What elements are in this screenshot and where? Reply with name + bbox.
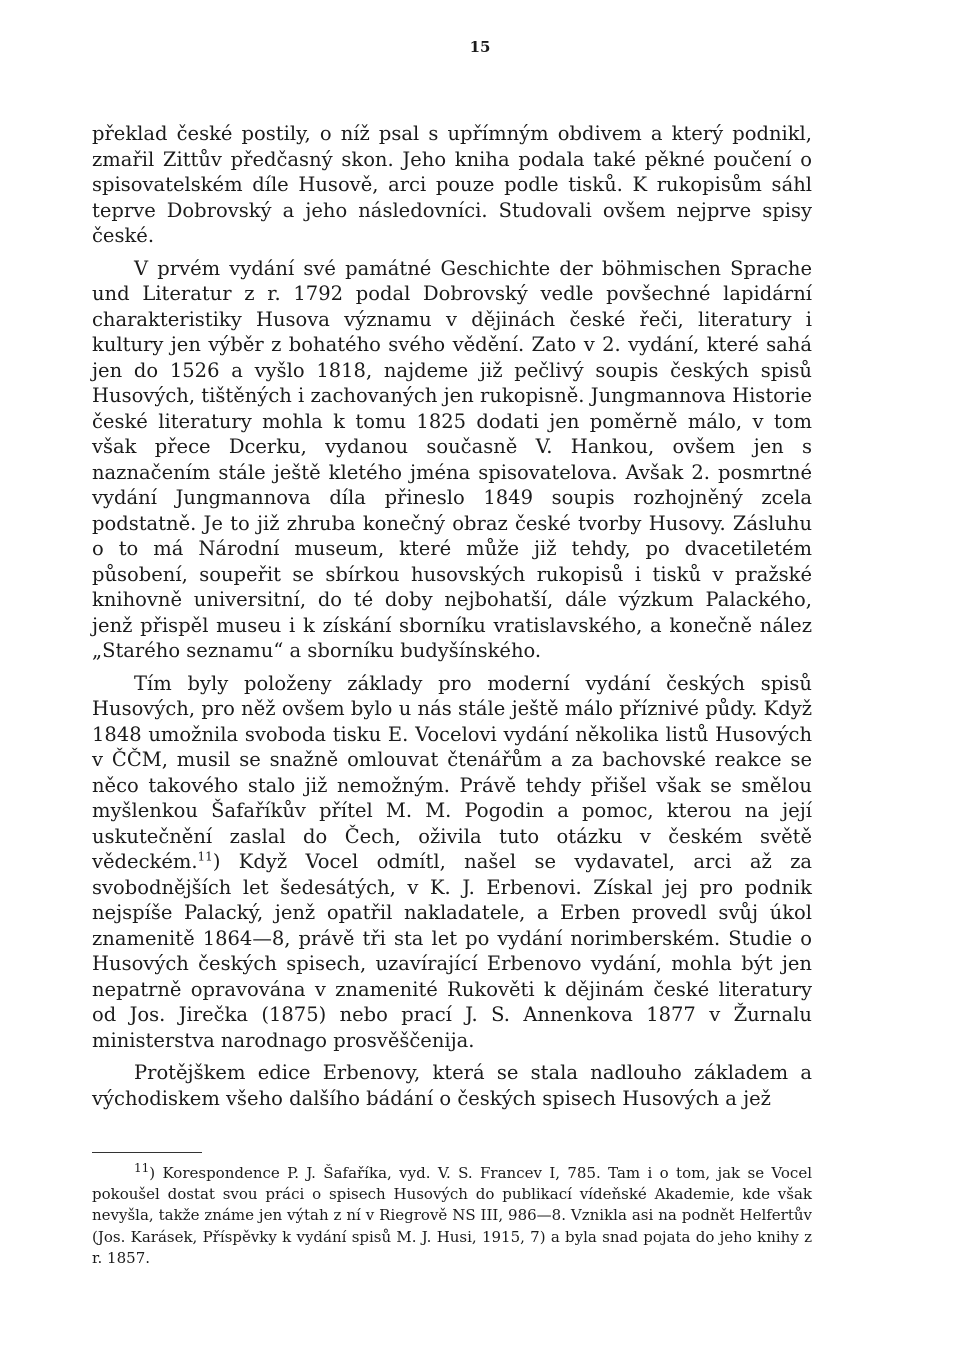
footnotes: [92, 1163, 812, 1269]
paragraph-1: překlad české postily, o níž psal s upřímným obdivem a který podnikl, zmařil Zittův předčasný skon. Jeho kniha podala také pěkné poučení o spisovatelském díle Husově, arci pouze podle tisků. K rukopisům sáhl teprve Dobrovský a jeho následovníci. Studovali ovšem nejprve spisy české.: [92, 122, 812, 247]
main-text: [92, 121, 812, 1111]
footnote-text: ) Korespondence P. J. Šafaříka, vyd. V. S. Francev I, 785. Tam i o tom, jak se Vocel pokoušel dostat svou práci o spisech Husových do publikací vídeňské Akademie, kde však nevyšla, takže známe jen výtah z ní v Riegrově NS III, 986—8. Vznikla asi na podnět Helfertův (Jos. Karásek, Příspěvky k vydání spisů M. J. Husi, 1915, 7) a byla snad pojata do jeho knihy z r. 1857.: [92, 1164, 812, 1267]
footnote-mark: 11: [134, 1161, 150, 1175]
paragraph-4: Protějškem edice Erbenovy, která se stala nadlouho základem a východiskem všeho dalšího bádání o českých spisech Husových a jež: [92, 1061, 812, 1110]
footnote-separator: [92, 1152, 202, 1153]
paragraph-2: V prvém vydání své památné Geschichte der böhmischen Sprache und Literatur z r. 1792 podal Dobrovský vedle povšechné lapidární charakteristiky Husova významu v dějinách české řeči, literatury i kultury jen výběr z bohatého svého vědění. Zato v 2. vydání, které sahá jen do 1526 a vyšlo 1818, najdeme již pečlivý soupis českých spisů Husových, tištěných i zachovaných jen rukopisně. Jungmannova Historie české literatury mohla k tomu 1825 dodati jen poměrně málo, v tom však přece Dcerku, vydanou současně V. Hankou, ovšem jen s naznačením stále ještě kletého jména spisovatelova. Avšak 2. posmrtné vydání Jungmannova díla přineslo 1849 soupis rozhojněný zcela podstatně. Je to již zhruba konečný obraz české tvorby Husovy. Zásluhu o to má Národní museum, které může již tehdy, po dvacetiletém působení, soupeřit se sbírkou husovských rukopisů i tisků v pražské knihovně universitní, do té doby nejbohatší, dále výzkum Palackého, jenž přispěl museu i k získání sborníku vratislavského, a konečně nález „Starého seznamu“ a sborníku budyšínského.: [92, 256, 812, 662]
paragraph-3-part-2: ) Když Vocel odmítl, našel se vydavatel, arci až za svobodnějších let šedesátých, v K. J. Erbenovi. Získal jej pro podnik nejspíše Palacký, jenž opatřil nakladatele, a Erben provedl svůj úkol znamenitě 1864—8, právě tři sta let po vydání norimberském. Studie o Husových českých spisech, uzavírající Erbenovo vydání, mohla být jen nepatrně opravována v znamenité Rukověti k dějinám české literatury od Jos. Jirečka (1875) nebo prací J. S. Annenkova 1877 v Žurnalu ministerstva narodnago prosvěščenija.: [92, 850, 812, 1052]
page-number: 15: [469, 38, 491, 56]
footnote-reference-11: 11: [197, 849, 213, 864]
footnote-11: [92, 1163, 812, 1269]
paragraph-3: [92, 671, 812, 1054]
paragraph-3-part-1: Tím byly položeny základy pro moderní vydání českých spisů Husových, pro něž ovšem bylo u nás stále ještě málo příznivé půdy. Když 1848 umožnila svoboda tisku E. Vocelovi vydání několika listů Husových v ČČM, musil se snažně omlouvat čtenářům a za bachovské reakce se něco takového stalo již nemožným. Právě tehdy přišel však se smělou myšlenkou Šafaříkův přítel M. M. Pogodin a pomoc, kterou na její uskutečnění zaslal do Čech, oživila tuto otázku v českém světě vědeckém.: [92, 671, 812, 873]
